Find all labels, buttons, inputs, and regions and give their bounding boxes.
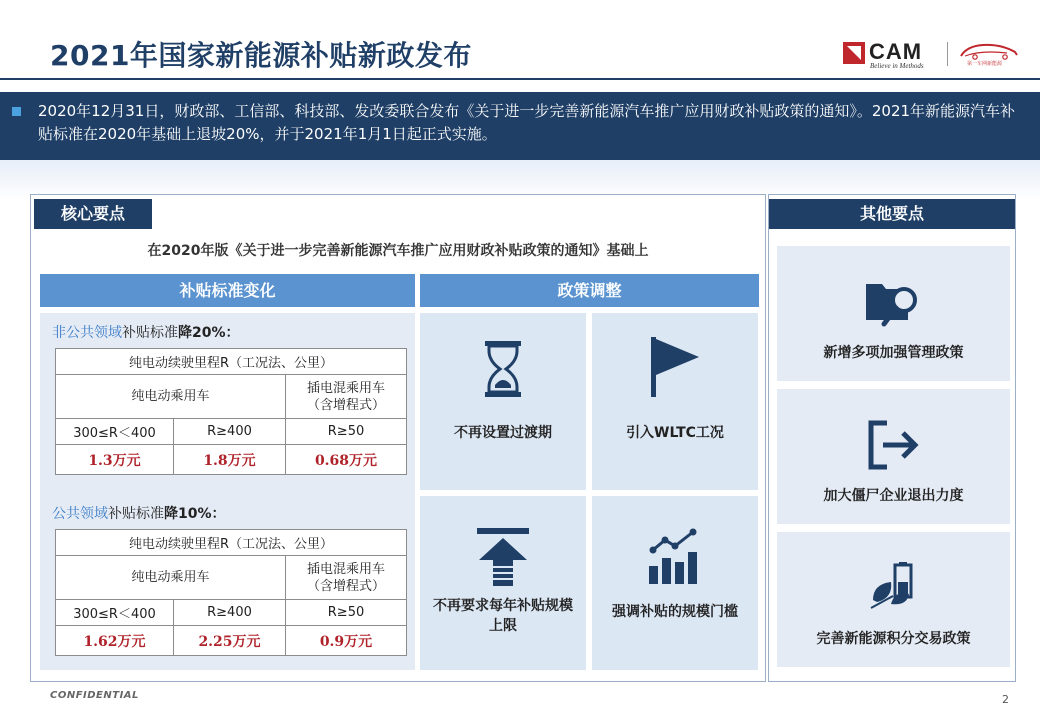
bar-chart-trend-icon <box>649 528 701 584</box>
range-col-3: R≥50 <box>286 419 407 445</box>
hourglass-icon <box>483 341 523 397</box>
range-col-2: R≥400 <box>174 600 286 626</box>
subsidy-value-1: 1.62万元 <box>56 626 174 656</box>
cam-logo-tagline: Believe in Methods <box>870 62 924 70</box>
policy-card-no-transition <box>420 313 586 490</box>
policy-card-label: 不再要求每年补贴规模上限 <box>433 598 573 634</box>
policy-adjust-header: 政策调整 <box>420 274 759 307</box>
folder-search-icon <box>864 276 924 332</box>
other-card-label: 完善新能源积分交易政策 <box>816 631 971 647</box>
range-col-3: R≥50 <box>286 600 407 626</box>
policy-card-no-cap <box>420 496 586 670</box>
non-public-table <box>55 348 407 475</box>
public-label: 公共领域 <box>52 506 108 522</box>
exit-icon <box>865 419 923 471</box>
confidential-label: CONFIDENTIAL <box>50 690 139 701</box>
intro-text: 2020年12月31日，财政部、工信部、科技部、发改委联合发布《关于进一步完善新能源汽车推广应用财政补贴政策的通知》。2021年新能源汽车补贴标准在2020年基础上退坡20%，并于2021年1月1日起正式实施。 <box>38 102 1016 143</box>
policy-card-wltc <box>592 313 758 490</box>
subsidy-value-2: 2.25万元 <box>174 626 286 656</box>
public-cut: 降10%： <box>164 506 226 522</box>
page-number: 2 <box>1002 693 1009 706</box>
arrow-up-limit-icon <box>477 528 529 586</box>
other-card-credit-trading <box>777 532 1010 667</box>
cam-logo <box>843 40 933 70</box>
range-header: 纯电动续驶里程R（工况法、公里） <box>56 530 407 556</box>
core-subheading: 在2020年版《关于进一步完善新能源汽车推广应用财政补贴政策的通知》基础上 <box>147 243 649 259</box>
flag-icon <box>647 335 703 397</box>
range-col-2: R≥400 <box>174 419 286 445</box>
core-points-tag: 核心要点 <box>34 199 152 229</box>
square-bullet-icon <box>12 107 21 116</box>
subsidy-change-header: 补贴标准变化 <box>40 274 415 307</box>
public-mid: 补贴标准 <box>108 506 164 522</box>
non-public-label: 非公共领域 <box>52 325 122 341</box>
policy-card-label: 强调补贴的规模门槛 <box>612 604 738 620</box>
phev-header: 插电混乘用车 （含增程式） <box>286 375 407 419</box>
subsidy-value-2: 1.8万元 <box>174 445 286 475</box>
subsidy-value-3: 0.68万元 <box>286 445 407 475</box>
subsidy-value-3: 0.9万元 <box>286 626 407 656</box>
other-card-label: 加大僵尸企业退出力度 <box>823 488 964 504</box>
cam-logo-text: CAM <box>869 39 923 64</box>
policy-card-label: 引入WLTC工况 <box>626 425 724 441</box>
public-table <box>55 529 407 656</box>
non-public-mid: 补贴标准 <box>122 325 178 341</box>
logo-divider <box>947 42 948 66</box>
policy-card-label: 不再设置过渡期 <box>454 425 552 441</box>
range-header: 纯电动续驶里程R（工况法、公里） <box>56 349 407 375</box>
non-public-cut: 降20%： <box>178 325 240 341</box>
other-points-tag: 其他要点 <box>769 199 1015 229</box>
public-title <box>52 503 226 523</box>
range-col-1: 300≤R＜400 <box>56 419 174 445</box>
other-card-label: 新增多项加强管理政策 <box>823 345 964 361</box>
bev-header: 纯电动乘用车 <box>56 375 286 419</box>
non-public-title <box>52 322 240 342</box>
car-logo-text: 第一车网新能源 <box>967 61 1003 67</box>
policy-card-threshold <box>592 496 758 670</box>
car-logo <box>957 40 1021 70</box>
subsidy-value-1: 1.3万元 <box>56 445 174 475</box>
bev-header: 纯电动乘用车 <box>56 556 286 600</box>
header-rule <box>0 78 1040 80</box>
other-card-management <box>777 246 1010 381</box>
other-card-zombie-exit <box>777 389 1010 524</box>
phev-header: 插电混乘用车 （含增程式） <box>286 556 407 600</box>
intro-banner <box>0 92 1040 160</box>
battery-leaf-icon <box>869 560 919 610</box>
page-title: 2021年国家新能源补贴新政发布 <box>50 39 472 72</box>
car-icon <box>957 40 1021 62</box>
cam-mark-icon <box>843 42 865 64</box>
range-col-1: 300≤R＜400 <box>56 600 174 626</box>
